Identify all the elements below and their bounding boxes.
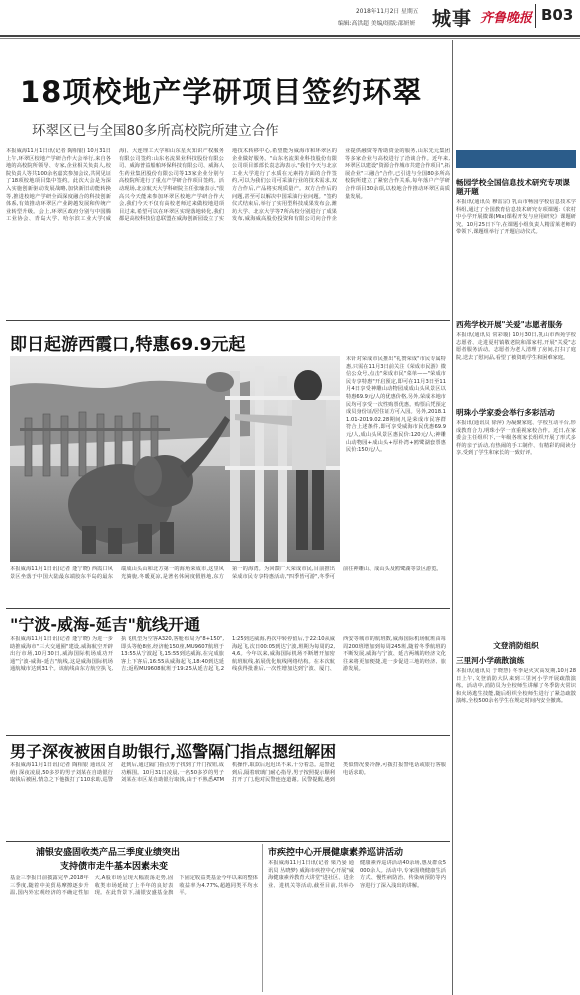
hangxian-body: 本报威海11月1日讯(记者 逄宁晓) 为进一步助推威海市"三大交通圈"建设,威海航空开辟出行市场,10月30日,威海国际机场成功开通"宁波-威海-延吉"航线,这是威海国际机场通航城市达到31个。该航线由东方航空执飞,执飞机型为空客A320,客舱布局为"8+150",即头等舱8座,经济舱150座,MU9607航班于13:55从宁波起飞,15:55到达威海,在完成旅客上下客后,16:55从威海起飞,18:40到达延吉;返程MU9608航班于19:25从延吉起飞,21:25到达威海,再次中转停留后,于22:10从威海起飞,次日00:05到达宁波,班期为每周的2,4,6。今年以来,威海国际机场不断增开加密航班航线,拓展优化航线网络结构。在本次航线获得批准后,一次性增加达到宁波、厦门、西安等城市的航班数,威海国际机场航班由每周200班增加到每周245班,随着冬季航班的不断发展,威海与宁波、延吉两城的经济文化往来将更加便捷,进一步促进三地的经济、旅游发展。 [10, 636, 446, 673]
sidebar-item-1 [456, 178, 576, 275]
sidebar-item-4-title: 三里河小学疏散演练 [456, 656, 525, 665]
xiaguan-headline: 即日起游西霞口,特惠69.9元起 [10, 335, 246, 355]
fund-headline: 浦银安盛固收类产品三季度业绩突出 [36, 848, 181, 858]
bank-bottom-rule [6, 841, 450, 842]
sidebar-item-2-title: 西苑学校开展"关爱"志愿者服务 [456, 320, 563, 329]
fund-body: 基金三季报日前披露完毕,2018年三季度,随着中美贸易摩擦逐步升温,国内外宏观经济的不确定性加大,A股市场呈现大幅震荡走势,固收类市场延续了上半年的良好表现。在此背景下,浦银安盛基金旗下固定收益类基金今年以来的整体收益率为4.77%,超越同类平均水平。 [10, 875, 258, 897]
fund-divider [262, 844, 263, 992]
section-name: 城事 [432, 8, 473, 30]
lead-headline: 18项校地产学研项目签约环翠 [20, 75, 423, 109]
xiaguan-body: 末针对荣成市民推出"礼赞荣成"市民专属特惠,只需在11月3日前关注《荣成市民游》微信公众号,点击"荣成市民"菜单——"荣成市民专享特惠"开启预定,即可在11月3日至11月4日享受神雕山动物园成成山头风景区以特惠69.9元/人的优惠价格,另外,荣成本地市民均可享受一次性购票优惠。购票后凭预定成员身份证/居住证方可入园。另外,2018.11.01-2019.02.28期间凡是荣成市民客群符合上述条件,即可享受威海市民优惠69.9元/人,成山头风景区惠民价:120元/人;神雕山动物园+成山头+厚朴湾+鸥鹭湖套票惠民价:150元/人。 [346, 356, 446, 454]
hangxian-headline: "宁波-威海-延吉"航线开通 [10, 615, 200, 634]
masthead-rule-thin [0, 38, 580, 39]
elephant-photo-image [10, 356, 340, 562]
lead-bottom-rule [6, 320, 450, 321]
fund-subhead: 支持债市走牛基本因素未变 [60, 862, 169, 872]
lead-subhead: 环翠区已与全国80多所高校院所建立合作 [32, 123, 279, 139]
sidebar-item-2-body: 本报讯(通讯员 常彩璇) 10月30日,乳山市西苑学校志愿者、走进夏村镇敬老院和邵家村,开展"关爱"志愿者服务活动。志愿者为老人清理了房间,打扫了庭院,送去了慰问品,看望了被资助学生和困难家庭。 [456, 332, 576, 361]
sidebar-band [456, 150, 576, 168]
editors-line: 编辑:高洪超 美编/组版:邵妍妍 [338, 21, 416, 27]
page-number: B03 [541, 6, 574, 24]
masthead [0, 0, 580, 36]
cdc-headline: 市疾控中心开展健康素养巡讲活动 [268, 848, 404, 858]
sidebar-item-3 [456, 408, 576, 608]
sidebar-item-4-body: 本报讯(通讯员 于晓慧) 冬季是火灾高发期,10月28日上午,文登消防大队来到三里河小学开展疏散演练。活动中,消防员为全校师生讲解了冬季防火常识和火场逃生技能,随后组织全校师生进行了紧急疏散演练,全校500余名学生在规定时间内安全撤离。 [456, 668, 576, 705]
sidebar-item-3-body: 本报讯(通讯员 徐萍) 为凝聚家庭、学校互动平台,形成教育合力,明珠小学一直重视家校合作。近日,在家委会主任组织下,一年级各班家长组织开展了形式多样的亲子活动,有热闹的手工制作、有精彩的阅读分享,受到了学生和家长的一致好评。 [456, 420, 576, 457]
xiaguan-bottom-rule [6, 608, 450, 609]
date-line: 2018年11月2日 星期五 [356, 9, 419, 15]
sidebar-section-label: 文登消防组织 [493, 641, 539, 650]
hangxian-bottom-rule [6, 735, 450, 736]
cdc-body: 本报威海11月1日讯(记者 梁乃晏 通讯员 丛晓梦) 威海市疾控中心开展"威海健康素养教育大讲堂"进社区、进企业、进机关等活动,截至目前,共举办健康素养巡讲活动40余场,惠及群众5000余人。活动中,专家围绕健康生活方式、慢性病防治、传染病预防等内容进行了深入浅出的讲解。 [268, 860, 446, 889]
sidebar-item-1-body: 本报讯(通讯员 穆雷宗) 乳山市畅园学校信息技术学科组,通过了全国教育信息技术研究专项课题:《农村中小学开展微课(Mix)课程开发与应用研究》课题研究。10月25日下午,在课题小组负责人精雷莱老师的带领下,课题组举行了开题启动仪式。 [456, 199, 576, 236]
sidebar-item-4 [456, 656, 576, 988]
paper-logo: 齐鲁晚报 [480, 11, 533, 26]
bank-headline: 男子深夜被困自助银行,巡警隔门指点摁纽解困 [10, 742, 337, 761]
sidebar-item-1-title: 畅园学校全国信息技术研究专项课题开题 [456, 178, 570, 196]
xiaguan-caption: 本报威海11月1日讯(记者 逄宁晓) 西霞口风景区坐落于中国大陆最东端胶东半岛的最东端成山头山和北方第一的海角荣成市,这里风光旖旎,冬暖夏凉,是著名休闲度假胜地,东方第一的海湾。为回馈广大荣成市民,目前推出荣成市民专享特惠活动,"四季皆可游",冬季可前往神雕山、成山头及鸥鹭湖等景区游览。 [10, 566, 442, 580]
sidebar-divider [452, 40, 453, 995]
bank-body: 本报威海11月1日讯(记者 陶相银 通讯员 宫萌) 深夜凌晨,50多岁的男子刘某在自助银行取钱后被困,情急之下他拨打了110求助,巡警赶到后,通过隔门指点男子找到了开门按钮,成功解围。10月31日凌晨,一名50多岁的男子刘某在市区某自助银行取钱,由于不熟悉ATM机操作,取款后迟迟出不来,十分着急。巡警赶到后,隔着玻璃门耐心指导,男子按照提示顺利打开了门,他对民警连连道谢。民警提醒,遇到类似情况要冷静,可拨打报警电话或银行客服电话求助。 [10, 762, 446, 784]
masthead-rule [0, 35, 580, 37]
elephant-photo [10, 356, 340, 562]
sidebar-item-2 [456, 320, 576, 392]
lead-body: 本报威海11月1日讯(记者 陶相银) 10月31日上午,环翠区校地产学研合作大会举行,来自各地的高校院所领导、专家,企业相关负责人,校院负责人等共100余名嘉宾参加会议,共同见证了18项校地项目集中签约。此次大会是为深入实施创新驱动发展战略,加快新旧动能转换等,推进校地产学研全面深度融合的科技创新体系,有效推动环翠区产业跨越发展和传统产业转型升级。会上,环翠区政府分别与中国腾工业协会、青岛大学、哈尔滨工业大学(威海)、大连理工大学和山东星火知识产权服务有限公司签约:山东名流果业科技股份有限公司、威海普益船舶环保科技有限公司、威海人生药业集团股份有限公司等13家企业分别与高校院所进行了重点产学研合作项目签约。活动现场,北京航天大学科研院主任张瑜表示,"很高兴今天能来参加环翠区校地产学研合作大会,我们今天不仅有高校老师过来做校地进项目过来,希望可以在环翠区实现落地转化,我们都是高校科技信息联盟在威海创新园设立了实地技术转移中心,希望能为威海市和环翠区的企业做好服务。"山东名流果业科技股份有限公司项目部部长袁志海表示,"我们今天与北京工业大学进行了水质在元素持方面的合作签约,可以为我们公司可采油行业的技术需求,双方合作后,产品将实现质量产。双方合作后的问题,甚至可以解决中国采油行业问题。"签约仪式结束后,举行了实用型科技成果发布会,潍坊大学、北京大学等7所高校分别进行了成果发布,威海威高股份投资和有限公司向合作企业提供融资等帮助资金的服务,山东先元集团等多家企业与高校进行了洽谈合作。近年来,环翠区以建设"资源合作城市共建合作项目",拓展企业"三融合"合作,已引进与全国80多所高校院所建立了紧密合作关系,每年落户产学研合作项目30余项,以校地合作推动环翠区高质量发展。 [6, 148, 450, 223]
sidebar-item-3-title: 明珠小学家委会举行多彩活动 [456, 408, 555, 417]
